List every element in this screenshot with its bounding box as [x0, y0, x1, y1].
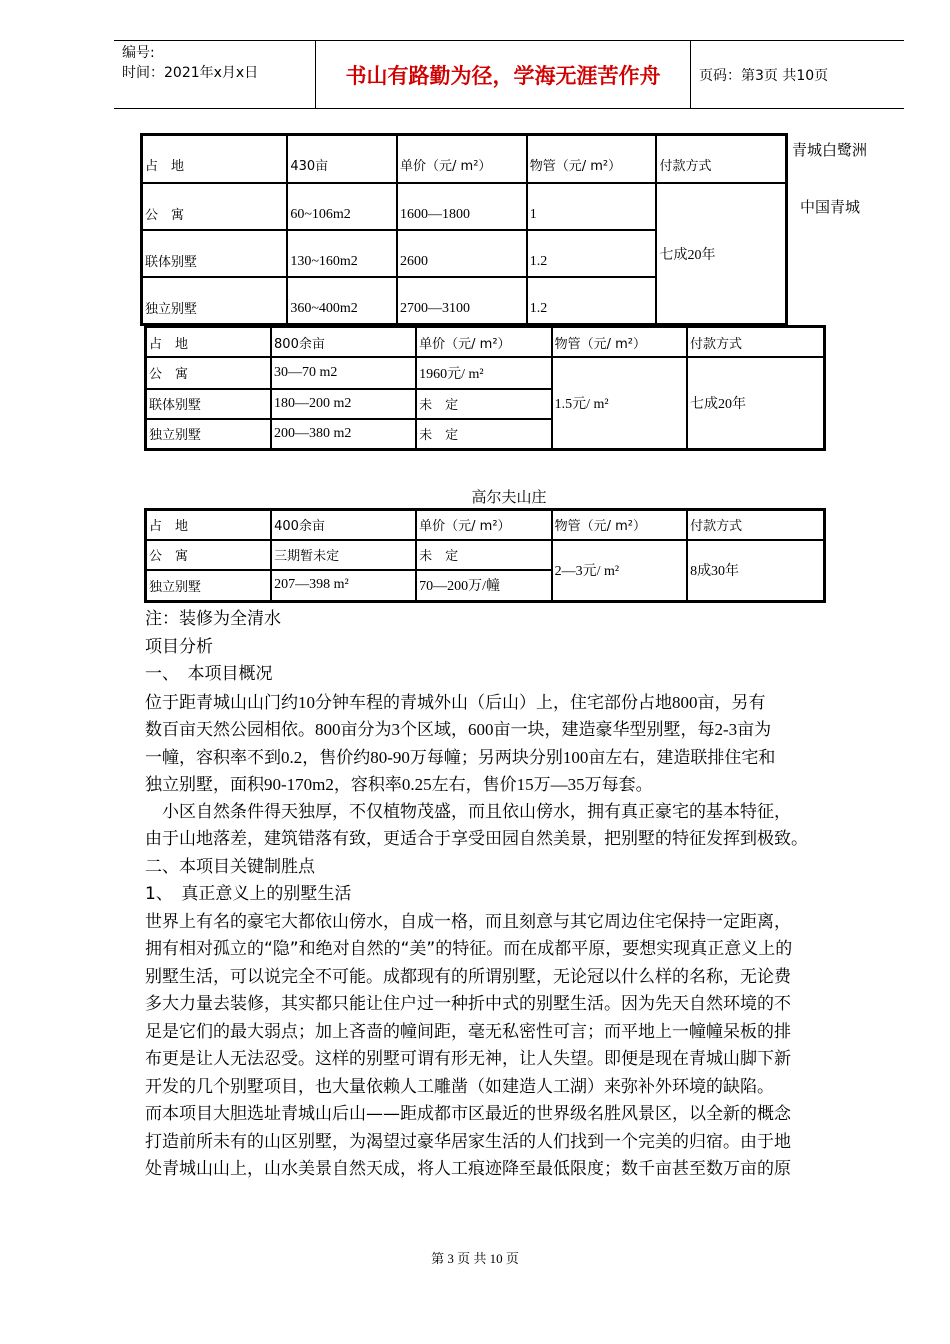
table-cell: 独立别墅 [146, 419, 271, 449]
side-label-bailuzhou: 青城白鹭洲 [792, 141, 868, 159]
table-row [142, 183, 786, 230]
table-cell: 60~106m2 [287, 183, 397, 230]
motto: 书山有路勤为径，学海无涯苦作舟 [315, 41, 691, 108]
paragraph-line: 别墅生活，可以说完全不可能。成都现有的所谓别墅，无论冠以什么样的名称，无论费 [145, 966, 791, 987]
table-cell: 物管（元/ m²） [552, 510, 687, 540]
table-cell: 1960元/ m² [416, 357, 551, 389]
table-cell: 1.2 [527, 277, 657, 324]
body-text [145, 606, 890, 1184]
table-cell: 207—398 m² [271, 570, 416, 601]
table-cell: 800余亩 [271, 327, 416, 357]
table-cell: 1.2 [527, 230, 657, 277]
table-row [146, 357, 824, 389]
payment-cell: 七成20年 [656, 183, 786, 324]
section-heading: 1、 真正意义上的别墅生活 [145, 884, 352, 904]
table-cell: 130~160m2 [287, 230, 397, 277]
table-cell: 独立别墅 [146, 570, 271, 601]
table-cell: 200—380 m2 [271, 419, 416, 449]
paragraph-line: 位于距青城山山门约10分钟车程的青城外山（后山）上，住宅部份占地800亩，另有 [145, 692, 766, 712]
table-cell: 1600—1800 [397, 183, 527, 230]
table-cell: 占 地 [146, 510, 271, 540]
table-cell: 付款方式 [687, 327, 824, 357]
table-cell: 30—70 m2 [271, 357, 416, 389]
table-cell: 2600 [397, 230, 527, 277]
paragraph-line: 开发的几个别墅项目，也大量依赖人工雕凿（如建造人工湖）来弥补外环境的缺陷。 [145, 1076, 774, 1097]
table-cell: 430亩 [287, 135, 397, 183]
table-row [146, 540, 824, 570]
side-label-zhongguo-qingcheng: 中国青城 [800, 198, 861, 216]
paragraph-line: 足是它们的最大弱点；加上吝啬的幢间距，毫无私密性可言；而平地上一幢幢呆板的排 [145, 1021, 791, 1042]
table-caption-golf: 高尔夫山庄 [471, 488, 547, 506]
table-cell: 360~400m2 [287, 277, 397, 324]
table-cell: 400余亩 [271, 510, 416, 540]
mgmt-cell: 2—3元/ m² [552, 540, 687, 601]
table-cell: 联体别墅 [142, 230, 287, 277]
paragraph-line: 多大力量去装修，其实都只能让住户过一种折中式的别墅生活。因为先天自然环境的不 [145, 994, 791, 1014]
table-cell: 物管（元/ m²） [552, 327, 687, 357]
paragraph-line: 处青城山山上，山水美景自然天成，将人工痕迹降至最低限度；数千亩甚至数万亩的原 [145, 1159, 791, 1179]
mgmt-cell: 1.5元/ m² [552, 357, 687, 449]
table-cell: 公 寓 [146, 540, 271, 570]
table-row [146, 327, 824, 357]
paragraph-line: 而本项目大胆选址青城山后山——距成都市区最近的世界级名胜风景区，以全新的概念 [145, 1104, 791, 1124]
table-golf-villa [144, 508, 826, 603]
paragraph-line: 一幢，容积率不到0.2，售价约80-90万每幢；另两块分别100亩左右，建造联排住宅和 [145, 747, 776, 767]
table-cell: 付款方式 [656, 135, 786, 183]
table-cell: 未 定 [416, 389, 551, 419]
paragraph-line: 打造前所未有的山区别墅，为渴望过豪华居家生活的人们找到一个完美的归宿。由于地 [145, 1131, 791, 1152]
paragraph-line: 小区自然条件得天独厚，不仅植物茂盛，而且依山傍水，拥有真正豪宅的基本特征， [145, 801, 791, 822]
table-zhongguo-qingcheng [144, 325, 826, 451]
table-cell: 单价（元/ m²） [397, 135, 527, 183]
table-row [146, 510, 824, 540]
paragraph-line: 独立别墅，面积90-170m2，容积率0.25左右，售价15万—35万每套。 [145, 775, 653, 794]
table-cell: 付款方式 [687, 510, 824, 540]
table-cell: 单价（元/ m²） [416, 327, 551, 357]
table-row [142, 135, 786, 183]
number-label: 编号: [122, 45, 155, 61]
table-cell: 物管（元/ m²） [527, 135, 657, 183]
paragraph-line: 数百亩天然公园相依。800亩分为3个区域，600亩一块，建造豪华型别墅，每2-3亩为 [145, 720, 772, 739]
payment-cell: 七成20年 [687, 357, 824, 449]
section-heading: 二、本项目关键制胜点 [145, 856, 315, 877]
time-label: 时间：2021年x月x日 [122, 65, 259, 81]
table-cell: 占 地 [142, 135, 287, 183]
table-cell: 1 [527, 183, 657, 230]
table-cell: 联体别墅 [146, 389, 271, 419]
header-meta [122, 43, 258, 83]
table-cell: 独立别墅 [142, 277, 287, 324]
section-heading: 项目分析 [145, 636, 213, 657]
page-footer: 第 3 页 共 10 页 [431, 1251, 519, 1266]
table-cell: 2700—3100 [397, 277, 527, 324]
table-cell: 70—200万/幢 [416, 570, 551, 601]
table-cell: 未 定 [416, 419, 551, 449]
paragraph-line: 拥有相对孤立的“隐”和绝对自然的“美”的特征。而在成都平原，要想实现真正意义上的 [145, 939, 793, 959]
table-cell: 占 地 [146, 327, 271, 357]
payment-cell: 8成30年 [687, 540, 824, 601]
table-cell: 180—200 m2 [271, 389, 416, 419]
table-cell: 公 寓 [142, 183, 287, 230]
table-cell: 未 定 [416, 540, 551, 570]
page-header [114, 40, 904, 109]
paragraph-line: 布更是让人无法忍受。这样的别墅可谓有形无神，让人失望。即便是现在青城山脚下新 [145, 1049, 791, 1069]
table-cell: 三期暂未定 [271, 540, 416, 570]
table-cell: 公 寓 [146, 357, 271, 389]
paragraph-line: 由于山地落差，建筑错落有致，更适合于享受田园自然美景，把别墅的特征发挥到极致。 [145, 829, 808, 849]
table-cell: 单价（元/ m²） [416, 510, 551, 540]
table-bailuzhou [140, 133, 788, 326]
paragraph-line: 世界上有名的豪宅大都依山傍水，自成一格，而且刻意与其它周边住宅保持一定距离， [145, 911, 791, 932]
note-line: 注：装修为全清水 [145, 609, 281, 629]
page-label: 页码：第3页 共10页 [699, 68, 829, 84]
section-heading: 一、 本项目概况 [145, 664, 273, 684]
